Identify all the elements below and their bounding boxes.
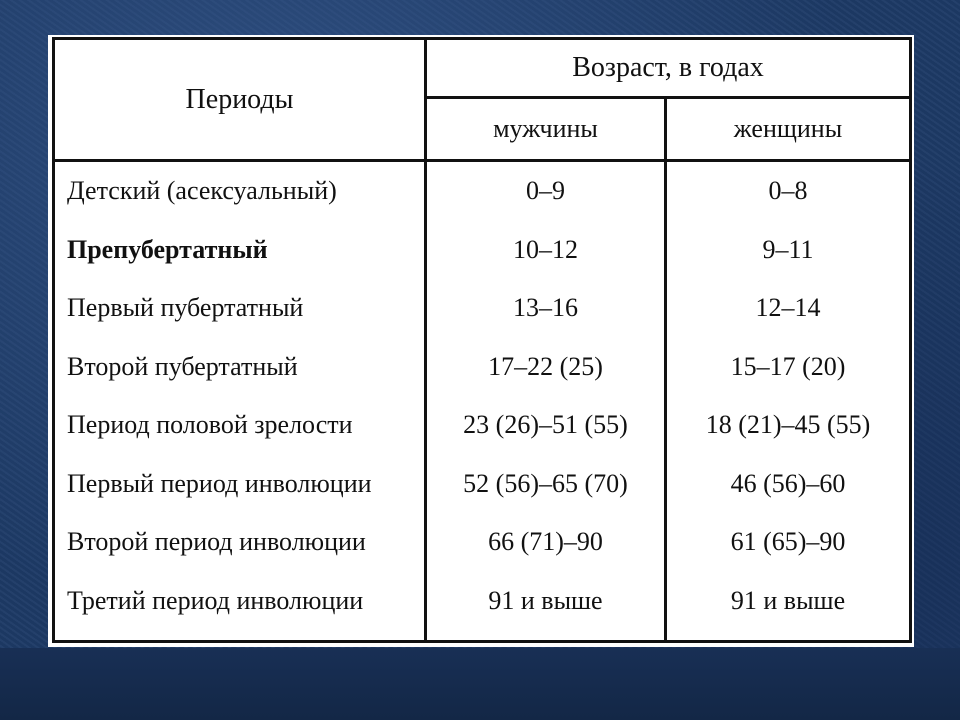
- women-age-value: 9–11: [762, 234, 814, 264]
- men-age-value: 10–12: [513, 234, 578, 264]
- period-name: Третий период инволюции: [67, 585, 364, 615]
- header-row: [54, 39, 911, 98]
- women-age-value: 18 (21)–45 (55): [705, 410, 871, 439]
- women-column: [666, 161, 911, 642]
- period-name: Первый период инволюции: [67, 468, 372, 498]
- table-body-row: [54, 161, 911, 642]
- header-age: Возраст, в годах: [426, 39, 911, 98]
- men-age-value: 0–9: [526, 176, 565, 205]
- age-periods-table: [52, 37, 912, 643]
- period-name: Второй пубертатный: [67, 351, 298, 381]
- men-age-value: 66 (71)–90: [488, 527, 603, 556]
- men-column: [426, 161, 666, 642]
- men-age-value: 91 и выше: [488, 585, 603, 615]
- women-age-value: 15–17 (20): [730, 351, 846, 381]
- slide-bottom-band: [0, 648, 960, 720]
- men-age-value: 52 (56)–65 (70): [463, 468, 628, 498]
- men-age-value: 23 (26)–51 (55): [463, 410, 628, 439]
- header-periods: Периоды: [54, 39, 426, 161]
- women-age-value: 0–8: [768, 176, 808, 205]
- men-age-value: 17–22 (25): [488, 351, 603, 381]
- women-age-value: 91 и выше: [730, 585, 846, 615]
- women-age-value: 46 (56)–60: [730, 468, 846, 498]
- men-age-value: 13–16: [513, 293, 578, 322]
- header-women: женщины: [666, 98, 911, 161]
- table-panel: [48, 35, 914, 647]
- period-name: Второй период инволюции: [67, 527, 366, 556]
- header-men: мужчины: [426, 98, 666, 161]
- women-age-value: 61 (65)–90: [730, 527, 846, 556]
- period-name: Первый пубертатный: [67, 293, 304, 322]
- period-name: Препубертатный: [67, 234, 268, 264]
- women-age-value: 12–14: [755, 293, 821, 322]
- period-name: Период половой зрелости: [67, 410, 353, 439]
- period-name: Детский (асексуальный): [67, 176, 337, 205]
- periods-column: [54, 161, 426, 642]
